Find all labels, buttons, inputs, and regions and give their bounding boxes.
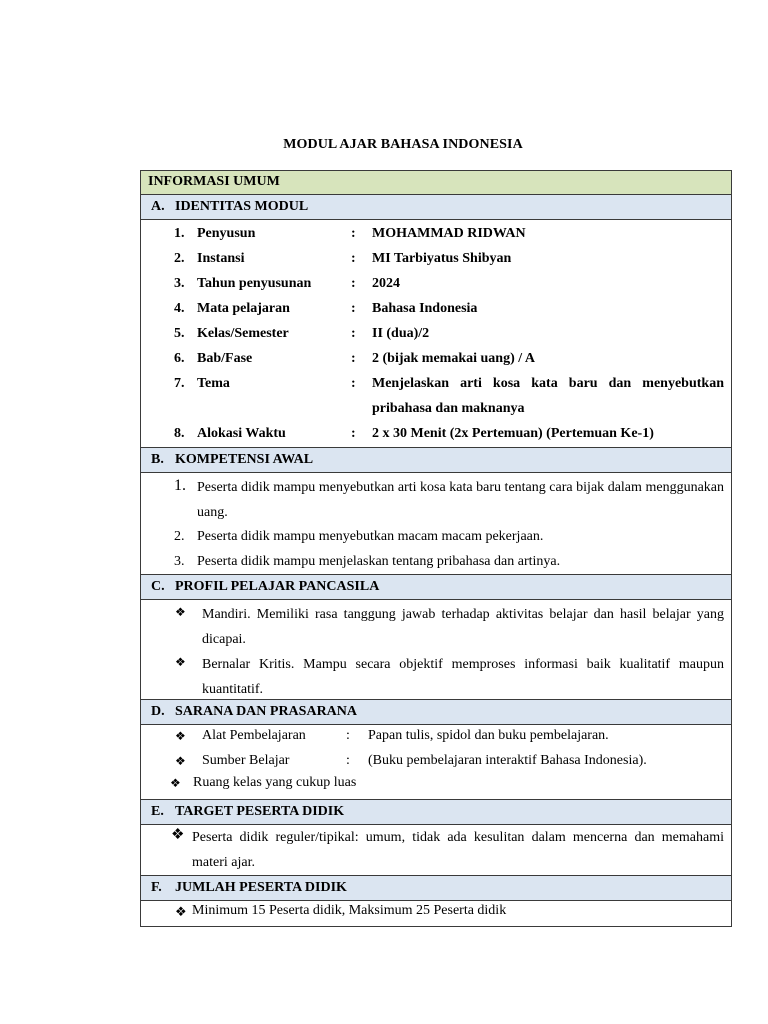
diamond-bullet-icon: ❖ xyxy=(175,655,186,669)
item-label: Kelas/Semester xyxy=(197,326,289,341)
module-table xyxy=(140,170,732,927)
item-label: Tema xyxy=(197,376,230,391)
item-number: 3. xyxy=(174,554,185,569)
item-value: II (dua)/2 xyxy=(372,326,430,341)
item-text: Bernalar Kritis. Mampu secara objektif memproses informasi baik kualitatif maupun kuantitatif. xyxy=(202,657,724,697)
section-letter: F. xyxy=(151,880,162,895)
item-separator: : xyxy=(346,728,350,743)
item-text: Peserta didik mampu menyebutkan macam macam pekerjaan. xyxy=(197,529,544,544)
section-e-body xyxy=(141,825,731,876)
item-separator: : xyxy=(351,351,356,366)
item-text: Minimum 15 Peserta didik, Maksimum 25 Peserta didik xyxy=(192,903,507,918)
item-text: Peserta didik reguler/tipikal: umum, tidak ada kesulitan dalam mencerna dan memahami materi ajar. xyxy=(192,830,724,870)
item-separator: : xyxy=(351,326,356,341)
section-letter: E. xyxy=(151,804,164,819)
item-label: Penyusun xyxy=(197,226,256,241)
item-label: Ruang kelas yang cukup luas xyxy=(193,775,357,790)
item-separator: : xyxy=(351,376,356,391)
section-title: SARANA DAN PRASARANA xyxy=(175,704,358,719)
item-label: Bab/Fase xyxy=(197,351,253,366)
section-c-body xyxy=(141,600,731,700)
item-value: MI Tarbiyatus Shibyan xyxy=(372,251,512,266)
item-separator: : xyxy=(351,426,356,441)
item-separator: : xyxy=(346,753,350,768)
item-separator: : xyxy=(351,251,356,266)
section-letter: D. xyxy=(151,704,165,719)
item-label: Sumber Belajar xyxy=(202,753,290,768)
item-number: 3. xyxy=(174,276,185,291)
general-info-title: INFORMASI UMUM xyxy=(148,174,280,189)
section-letter: B. xyxy=(151,452,164,467)
section-title: JUMLAH PESERTA DIDIK xyxy=(175,880,347,895)
section-e-header xyxy=(141,800,731,825)
section-title: IDENTITAS MODUL xyxy=(175,199,309,214)
section-a-header xyxy=(141,195,731,220)
section-title: PROFIL PELAJAR PANCASILA xyxy=(175,579,380,594)
document-title: MODUL AJAR BAHASA INDONESIA xyxy=(283,137,523,152)
diamond-bullet-icon: ❖ xyxy=(171,827,185,843)
item-value: Bahasa Indonesia xyxy=(372,301,478,316)
item-number: 5. xyxy=(174,326,185,341)
section-d-body xyxy=(141,725,731,800)
item-text: Peserta didik mampu menyebutkan arti kosa kata baru tentang cara bijak dalam menggunakan uang. xyxy=(197,480,724,520)
diamond-bullet-icon: ❖ xyxy=(175,904,187,919)
section-a-body xyxy=(141,220,731,448)
item-separator: : xyxy=(351,276,356,291)
item-number: 1. xyxy=(174,477,186,494)
item-number: 6. xyxy=(174,351,185,366)
item-label: Alokasi Waktu xyxy=(197,426,286,441)
section-d-header xyxy=(141,700,731,725)
item-label: Alat Pembelajaran xyxy=(202,728,306,743)
section-f-header xyxy=(141,876,731,901)
item-number: 7. xyxy=(174,376,185,391)
section-letter: A. xyxy=(151,199,165,214)
item-number: 1. xyxy=(174,226,185,241)
item-value: 2 (bijak memakai uang) / A xyxy=(372,351,535,366)
item-number: 2. xyxy=(174,529,185,544)
item-value: Papan tulis, spidol dan buku pembelajaran. xyxy=(368,728,609,743)
item-value: 2024 xyxy=(372,276,400,291)
item-separator: : xyxy=(351,301,356,316)
item-label: Mata pelajaran xyxy=(197,301,290,316)
general-info-header xyxy=(141,171,731,195)
item-label: Instansi xyxy=(197,251,245,266)
section-title: KOMPETENSI AWAL xyxy=(175,452,314,467)
diamond-bullet-icon: ❖ xyxy=(175,729,186,743)
item-value: Menjelaskan arti kosa kata baru dan menyebutkan pribahasa dan maknanya xyxy=(372,376,724,416)
item-number: 2. xyxy=(174,251,185,266)
section-letter: C. xyxy=(151,579,165,594)
section-f-body xyxy=(141,901,731,927)
section-b-body xyxy=(141,473,731,575)
item-text: Mandiri. Memiliki rasa tanggung jawab terhadap aktivitas belajar dan hasil belajar yang dicapai. xyxy=(202,607,724,647)
item-value: MOHAMMAD RIDWAN xyxy=(372,226,526,241)
item-value: (Buku pembelajaran interaktif Bahasa Indonesia). xyxy=(368,753,647,768)
item-number: 8. xyxy=(174,426,185,441)
item-separator: : xyxy=(351,226,356,241)
item-value: 2 x 30 Menit (2x Pertemuan) (Pertemuan Ke-1) xyxy=(372,426,654,441)
section-c-header xyxy=(141,575,731,600)
diamond-bullet-icon: ❖ xyxy=(170,776,181,790)
item-text: Peserta didik mampu menjelaskan tentang pribahasa dan artinya. xyxy=(197,554,561,569)
diamond-bullet-icon: ❖ xyxy=(175,754,186,768)
section-b-header xyxy=(141,448,731,473)
item-number: 4. xyxy=(174,301,185,316)
item-label: Tahun penyusunan xyxy=(197,276,312,291)
section-title: TARGET PESERTA DIDIK xyxy=(175,804,345,819)
diamond-bullet-icon: ❖ xyxy=(175,605,186,619)
